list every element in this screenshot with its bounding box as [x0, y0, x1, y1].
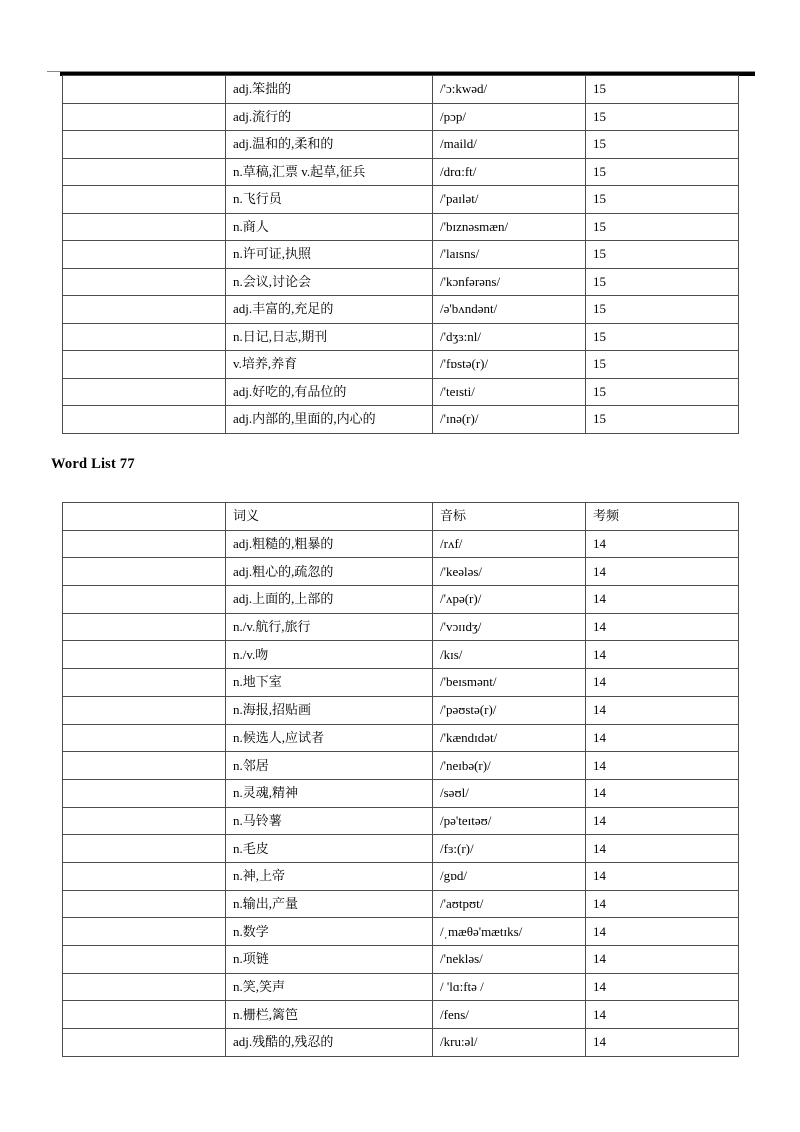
- phonetic-cell: /gɒd/: [433, 862, 586, 890]
- table-row: [63, 918, 739, 946]
- table-row: [63, 946, 739, 974]
- phonetic-cell: /'vɔɪɪdʒ/: [433, 613, 586, 641]
- meaning-cell: n.数学: [226, 918, 433, 946]
- frequency-cell: 15: [586, 351, 739, 379]
- table-row: [63, 1001, 739, 1029]
- frequency-cell: 15: [586, 213, 739, 241]
- word-cell: [63, 752, 226, 780]
- meaning-cell: n.飞行员: [226, 186, 433, 214]
- frequency-cell: 14: [586, 669, 739, 697]
- frequency-cell: 14: [586, 752, 739, 780]
- phonetic-cell: /fens/: [433, 1001, 586, 1029]
- table-row: [63, 241, 739, 269]
- table-row: [63, 186, 739, 214]
- frequency-cell: 15: [586, 296, 739, 324]
- meaning-cell: adj.好吃的,有品位的: [226, 378, 433, 406]
- meaning-cell: adj.温和的,柔和的: [226, 131, 433, 159]
- word-cell: [63, 103, 226, 131]
- frequency-cell: 14: [586, 890, 739, 918]
- phonetic-cell: /rʌf/: [433, 530, 586, 558]
- phonetic-cell: /drɑ:ft/: [433, 158, 586, 186]
- table-row: [63, 103, 739, 131]
- phonetic-cell: /'pəʊstə(r)/: [433, 696, 586, 724]
- frequency-cell: 14: [586, 586, 739, 614]
- table-row: [63, 696, 739, 724]
- meaning-cell: adj.上面的,上部的: [226, 586, 433, 614]
- frequency-cell: 14: [586, 1001, 739, 1029]
- section-heading: Word List 77: [51, 456, 135, 472]
- table-row: [63, 724, 739, 752]
- word-cell: [63, 669, 226, 697]
- word-cell: [63, 613, 226, 641]
- word-cell: [63, 890, 226, 918]
- meaning-cell: n.灵魂,精神: [226, 779, 433, 807]
- word-cell: [63, 946, 226, 974]
- phonetic-cell: /'teɪsti/: [433, 378, 586, 406]
- frequency-cell: 15: [586, 241, 739, 269]
- table-row: [63, 779, 739, 807]
- meaning-cell: n.海报,招贴画: [226, 696, 433, 724]
- frequency-cell: 15: [586, 268, 739, 296]
- word-list-76-table: [62, 75, 739, 434]
- phonetic-cell: /'keələs/: [433, 558, 586, 586]
- table-row: [63, 973, 739, 1001]
- word-cell: [63, 131, 226, 159]
- phonetic-cell: /'ɔ:kwəd/: [433, 76, 586, 104]
- table-row: [63, 406, 739, 434]
- meaning-cell: adj.笨拙的: [226, 76, 433, 104]
- word-cell: [63, 835, 226, 863]
- meaning-cell: n.地下室: [226, 669, 433, 697]
- frequency-cell: 15: [586, 378, 739, 406]
- phonetic-cell: /'fɒstə(r)/: [433, 351, 586, 379]
- meaning-cell: n.输出,产量: [226, 890, 433, 918]
- frequency-cell: 14: [586, 530, 739, 558]
- phonetic-cell: /'ʌpə(r)/: [433, 586, 586, 614]
- table-row: [63, 323, 739, 351]
- frequency-cell: 14: [586, 641, 739, 669]
- phonetic-cell: /maild/: [433, 131, 586, 159]
- phonetic-cell: /'dʒɜ:nl/: [433, 323, 586, 351]
- meaning-cell: n.邻居: [226, 752, 433, 780]
- frequency-cell: 14: [586, 862, 739, 890]
- frequency-cell: 14: [586, 973, 739, 1001]
- word-cell: [63, 779, 226, 807]
- frequency-cell: 14: [586, 807, 739, 835]
- meaning-cell: n.笑,笑声: [226, 973, 433, 1001]
- table-row: [63, 613, 739, 641]
- meaning-cell: n.商人: [226, 213, 433, 241]
- word-cell: [63, 1029, 226, 1057]
- word-cell: [63, 586, 226, 614]
- word-cell: [63, 351, 226, 379]
- phonetic-cell: /'nekləs/: [433, 946, 586, 974]
- meaning-cell: adj.粗心的,疏忽的: [226, 558, 433, 586]
- table-row: [63, 807, 739, 835]
- word-cell: [63, 1001, 226, 1029]
- table-header-row: [63, 503, 739, 531]
- word-cell: [63, 378, 226, 406]
- word-list-77-table: [62, 502, 739, 1057]
- meaning-cell: n./v.吻: [226, 641, 433, 669]
- word-cell: [63, 296, 226, 324]
- word-cell: [63, 158, 226, 186]
- meaning-cell: v.培养,养育: [226, 351, 433, 379]
- phonetic-cell: /'laɪsns/: [433, 241, 586, 269]
- table-row: [63, 641, 739, 669]
- word-cell: [63, 76, 226, 104]
- table-row: [63, 752, 739, 780]
- table-row: [63, 351, 739, 379]
- word-cell: [63, 696, 226, 724]
- table-row: [63, 131, 739, 159]
- phonetic-cell: /pə'teɪtəʊ/: [433, 807, 586, 835]
- word-cell: [63, 241, 226, 269]
- word-cell: [63, 323, 226, 351]
- phonetic-cell: /'ɪnə(r)/: [433, 406, 586, 434]
- table-row: [63, 296, 739, 324]
- meaning-cell: n.会议,讨论会: [226, 268, 433, 296]
- phonetic-cell: /'bɪznəsmæn/: [433, 213, 586, 241]
- frequency-cell: 15: [586, 76, 739, 104]
- frequency-cell: 14: [586, 724, 739, 752]
- meaning-cell: adj.残酷的,残忍的: [226, 1029, 433, 1057]
- phonetic-cell: /kru:əl/: [433, 1029, 586, 1057]
- word-cell: [63, 558, 226, 586]
- table-row: [63, 586, 739, 614]
- phonetic-cell: /ə'bʌndənt/: [433, 296, 586, 324]
- meaning-header-cell: 词义: [226, 503, 433, 531]
- frequency-cell: 14: [586, 946, 739, 974]
- phonetic-cell: /'beɪsmənt/: [433, 669, 586, 697]
- table-row: [63, 890, 739, 918]
- phonetic-cell: /'neɪbə(r)/: [433, 752, 586, 780]
- word-cell: [63, 641, 226, 669]
- word-cell: [63, 530, 226, 558]
- word-cell: [63, 406, 226, 434]
- frequency-cell: 15: [586, 131, 739, 159]
- phonetic-cell: /ˌmæθə'mætɪks/: [433, 918, 586, 946]
- frequency-cell: 14: [586, 696, 739, 724]
- frequency-header-cell: 考频: [586, 503, 739, 531]
- table-row: [63, 158, 739, 186]
- frequency-cell: 14: [586, 779, 739, 807]
- word-cell: [63, 973, 226, 1001]
- phonetic-cell: / 'lɑ:ftə /: [433, 973, 586, 1001]
- meaning-cell: n.草稿,汇票 v.起草,征兵: [226, 158, 433, 186]
- meaning-cell: adj.流行的: [226, 103, 433, 131]
- frequency-cell: 14: [586, 835, 739, 863]
- meaning-cell: n.项链: [226, 946, 433, 974]
- phonetic-cell: /pɔp/: [433, 103, 586, 131]
- frequency-cell: 14: [586, 613, 739, 641]
- phonetic-cell: /fɜ:(r)/: [433, 835, 586, 863]
- word-cell: [63, 268, 226, 296]
- phonetic-cell: /'kændɪdət/: [433, 724, 586, 752]
- meaning-cell: n.马铃薯: [226, 807, 433, 835]
- meaning-cell: n.候选人,应试者: [226, 724, 433, 752]
- meaning-cell: n./v.航行,旅行: [226, 613, 433, 641]
- table-row: [63, 530, 739, 558]
- frequency-cell: 15: [586, 158, 739, 186]
- phonetic-cell: /'aʊtpʊt/: [433, 890, 586, 918]
- frequency-cell: 14: [586, 558, 739, 586]
- table-row: [63, 76, 739, 104]
- phonetic-cell: /səʊl/: [433, 779, 586, 807]
- frequency-cell: 15: [586, 103, 739, 131]
- word-cell: [63, 807, 226, 835]
- meaning-cell: n.日记,日志,期刊: [226, 323, 433, 351]
- table-row: [63, 862, 739, 890]
- meaning-cell: adj.内部的,里面的,内心的: [226, 406, 433, 434]
- frequency-cell: 15: [586, 323, 739, 351]
- table-row: [63, 835, 739, 863]
- frequency-cell: 15: [586, 186, 739, 214]
- meaning-cell: n.神,上帝: [226, 862, 433, 890]
- meaning-cell: adj.丰富的,充足的: [226, 296, 433, 324]
- table-row: [63, 669, 739, 697]
- word-cell: [63, 862, 226, 890]
- meaning-cell: n.毛皮: [226, 835, 433, 863]
- table-row: [63, 213, 739, 241]
- phonetic-cell: /kɪs/: [433, 641, 586, 669]
- phonetic-header-cell: 音标: [433, 503, 586, 531]
- table-row: [63, 268, 739, 296]
- frequency-cell: 15: [586, 406, 739, 434]
- word-cell: [63, 918, 226, 946]
- meaning-cell: adj.粗糙的,粗暴的: [226, 530, 433, 558]
- phonetic-cell: /'paɪlət/: [433, 186, 586, 214]
- frequency-cell: 14: [586, 1029, 739, 1057]
- table-row: [63, 1029, 739, 1057]
- frequency-cell: 14: [586, 918, 739, 946]
- meaning-cell: n.许可证,执照: [226, 241, 433, 269]
- word-header-cell: [63, 503, 226, 531]
- phonetic-cell: /'kɔnfərəns/: [433, 268, 586, 296]
- word-cell: [63, 213, 226, 241]
- meaning-cell: n.栅栏,篱笆: [226, 1001, 433, 1029]
- word-cell: [63, 724, 226, 752]
- table-row: [63, 558, 739, 586]
- table-row: [63, 378, 739, 406]
- word-cell: [63, 186, 226, 214]
